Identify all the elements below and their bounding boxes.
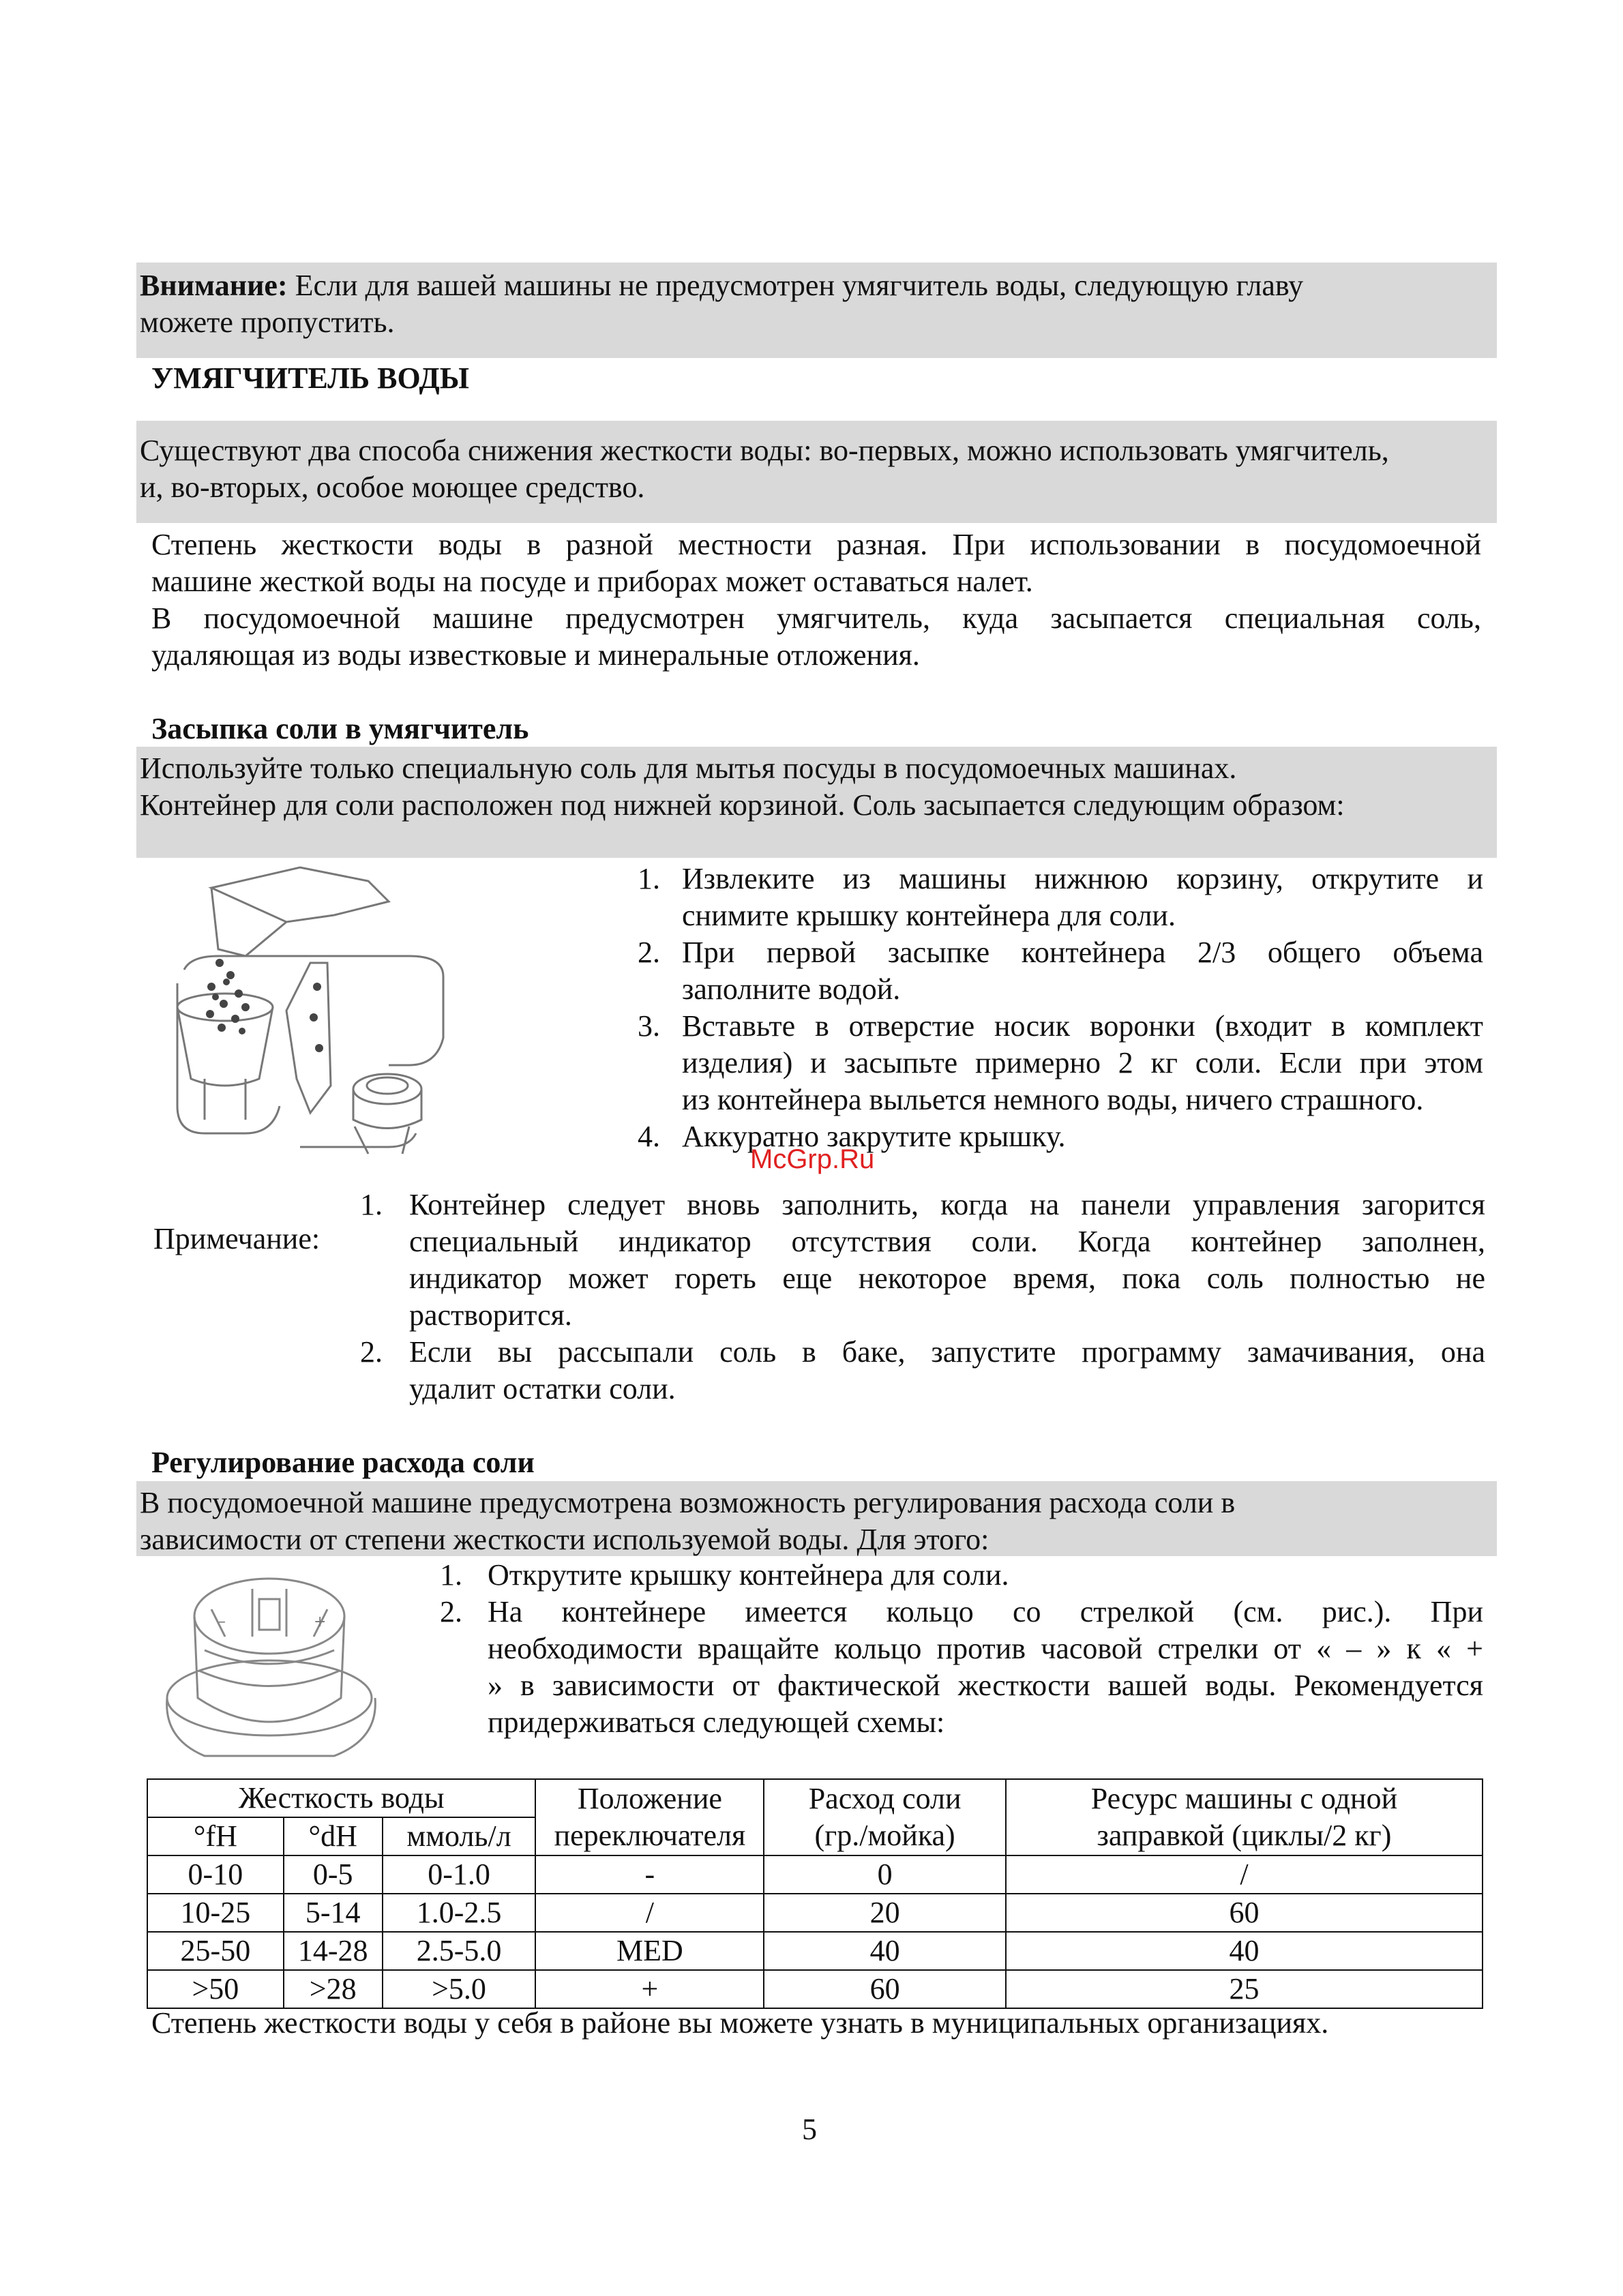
salt-filling-illustration [164,861,464,1161]
warning-label: Внимание: [140,269,288,302]
list-item [440,1594,1483,1741]
salt-filling-text [140,750,1493,824]
table-cell: 20 [764,1894,1006,1932]
table-cell: 25-50 [147,1932,284,1970]
table-cell: >5.0 [383,1970,536,2008]
warning-text [140,267,1493,341]
list-item-line: Открутите крышку контейнера для соли. [488,1558,1009,1592]
hardness-line2: машине жесткой воды на посуде и приборах может оставаться налет. [151,565,1033,598]
page-number: 5 [802,2113,817,2146]
table-cell: 25 [1006,1970,1483,2008]
list-item-number: 4. [638,1120,660,1153]
svg-text:–: – [218,1613,226,1630]
list-item-line: специальный индикатор отсутствия соли. Когда контейнер заполнен, [409,1225,1485,1258]
table-cell: 0-5 [284,1855,383,1894]
watermark: McGrp.Ru [750,1144,875,1174]
list-item-line: Контейнер следует вновь заполнить, когда на панели управления загорится [409,1188,1485,1221]
list-item-line: снимите крышку контейнера для соли. [682,899,1176,932]
list-item-line: изделия) и засыпьте примерно 2 кг соли. Если при этом [682,1046,1483,1079]
salt-filling-line1: Используйте только специальную соль для мытья посуды в посудомоечных машинах. [140,751,1237,785]
table-row [147,1970,1483,2008]
table-row [147,1932,1483,1970]
table-header-fh: °fH [147,1817,284,1855]
list-item-line: Если вы рассыпали соль в баке, запустите программу замачивания, она [409,1335,1485,1369]
table-header-dh: °dH [284,1817,383,1855]
list-item-line: заполните водой. [682,972,901,1006]
table-cell: 5-14 [284,1894,383,1932]
list-item [638,861,1483,934]
intro-line2: и, во-вторых, особое моющее средство. [140,471,645,504]
salt-container-ring-illustration [150,1562,396,1766]
table-cell: 0 [764,1855,1006,1894]
list-item-number: 1. [638,862,660,895]
intro-line1: Существуют два способа снижения жесткости воды: во-первых, можно использовать умягчитель, [140,434,1389,467]
warning-line1: Если для вашей машины не предусмотрен умягчитель воды, следующую главу [287,269,1304,302]
salt-regulation-line2: зависимости от степени жесткости используемой воды. Для этого: [140,1523,989,1556]
table-cell: 40 [764,1932,1006,1970]
salt-regulation-text [140,1485,1493,1556]
list-item-number: 2. [440,1595,462,1628]
list-item-line: растворится. [409,1298,572,1332]
list-item-line: Вставьте в отверстие носик воронки (входит в комплект [682,1009,1483,1043]
table-cell: 10-25 [147,1894,284,1932]
list-item-line: На контейнере имеется кольцо со стрелкой (см. рис.). При [488,1595,1483,1628]
list-item [360,1334,1485,1407]
salt-filling-heading: Засыпка соли в умягчитель [151,712,529,745]
list-item-number: 1. [360,1188,383,1221]
table-cell: 0-1.0 [383,1855,536,1894]
table-cell: - [535,1855,764,1894]
list-item-number: 3. [638,1009,660,1043]
table-cell: 60 [764,1970,1006,2008]
warning-line2: можете пропустить. [140,305,395,339]
salt-filling-steps [638,861,1483,1155]
table-cell: >28 [284,1970,383,2008]
note-label: Примечание: [153,1222,321,1255]
list-item [638,1008,1483,1118]
table-cell: >50 [147,1970,284,2008]
list-item-number: 2. [360,1335,383,1369]
table-header-mmol: ммоль/л [383,1817,536,1855]
list-item-line: Аккуратно закрутите крышку. [682,1120,1066,1153]
table-row [147,1894,1483,1932]
list-item [440,1557,1483,1594]
note-items [360,1187,1485,1407]
table-header-position: Положение переключателя [535,1779,764,1855]
table-cell: 0-10 [147,1855,284,1894]
table-header-consumption: Расход соли (гр./мойка) [764,1779,1006,1855]
table-header-resource: Ресурс машины с одной заправкой (циклы/2 кг) [1006,1779,1483,1855]
hardness-paragraph [151,526,1481,674]
table-header-hardness: Жесткость воды [147,1779,535,1817]
table-cell: 40 [1006,1932,1483,1970]
table-cell: 2.5-5.0 [383,1932,536,1970]
salt-regulation-heading: Регулирование расхода соли [151,1446,535,1479]
list-item-line: необходимости вращайте кольцо против часовой стрелки от « – » к « + [488,1632,1483,1665]
hardness-line4: удаляющая из воды известковые и минеральные отложения. [151,638,920,672]
svg-text:+: + [314,1613,327,1630]
hardness-line3: В посудомоечной машине предусмотрен умягчитель, куда засыпается специальная соль, [151,601,1481,635]
table-cell: / [1006,1855,1483,1894]
table-body [147,1855,1483,2008]
list-item-line: удалит остатки соли. [409,1372,676,1405]
footer-note: Степень жесткости воды у себя в районе вы можете узнать в муниципальных организациях. [151,2006,1329,2040]
intro-text [140,432,1493,506]
table-cell: / [535,1894,764,1932]
list-item-number: 2. [638,936,660,969]
table-cell: MED [535,1932,764,1970]
list-item [360,1187,1485,1334]
list-item-number: 1. [440,1558,462,1592]
table-cell: + [535,1970,764,2008]
table-row [147,1855,1483,1894]
list-item-line: Извлеките из машины нижнюю корзину, открутите и [682,862,1483,895]
salt-regulation-line1: В посудомоечной машине предусмотрена возможность регулирования расхода соли в [140,1486,1236,1519]
list-item-line: индикатор может гореть еще некоторое время, пока соль полностью не [409,1262,1485,1295]
list-item-line: » в зависимости от фактической жесткости вашей воды. Рекомендуется [488,1669,1483,1702]
list-item-line: При первой засыпке контейнера 2/3 общего объема [682,936,1483,969]
table-cell: 14-28 [284,1932,383,1970]
list-item-line: из контейнера выльется немного воды, ничего страшного. [682,1083,1424,1116]
table-cell: 60 [1006,1894,1483,1932]
list-item-line: придерживаться следующей схемы: [488,1705,945,1739]
hardness-line1: Степень жесткости воды в разной местности разная. При использовании в посудомоечной [151,528,1481,561]
hardness-table [147,1778,1483,2009]
salt-regulation-steps [440,1557,1483,1741]
table-cell: 1.0-2.5 [383,1894,536,1932]
list-item [638,934,1483,1008]
section-title: УМЯГЧИТЕЛЬ ВОДЫ [151,361,469,395]
salt-filling-line2: Контейнер для соли расположен под нижней корзиной. Соль засыпается следующим образом: [140,788,1345,822]
